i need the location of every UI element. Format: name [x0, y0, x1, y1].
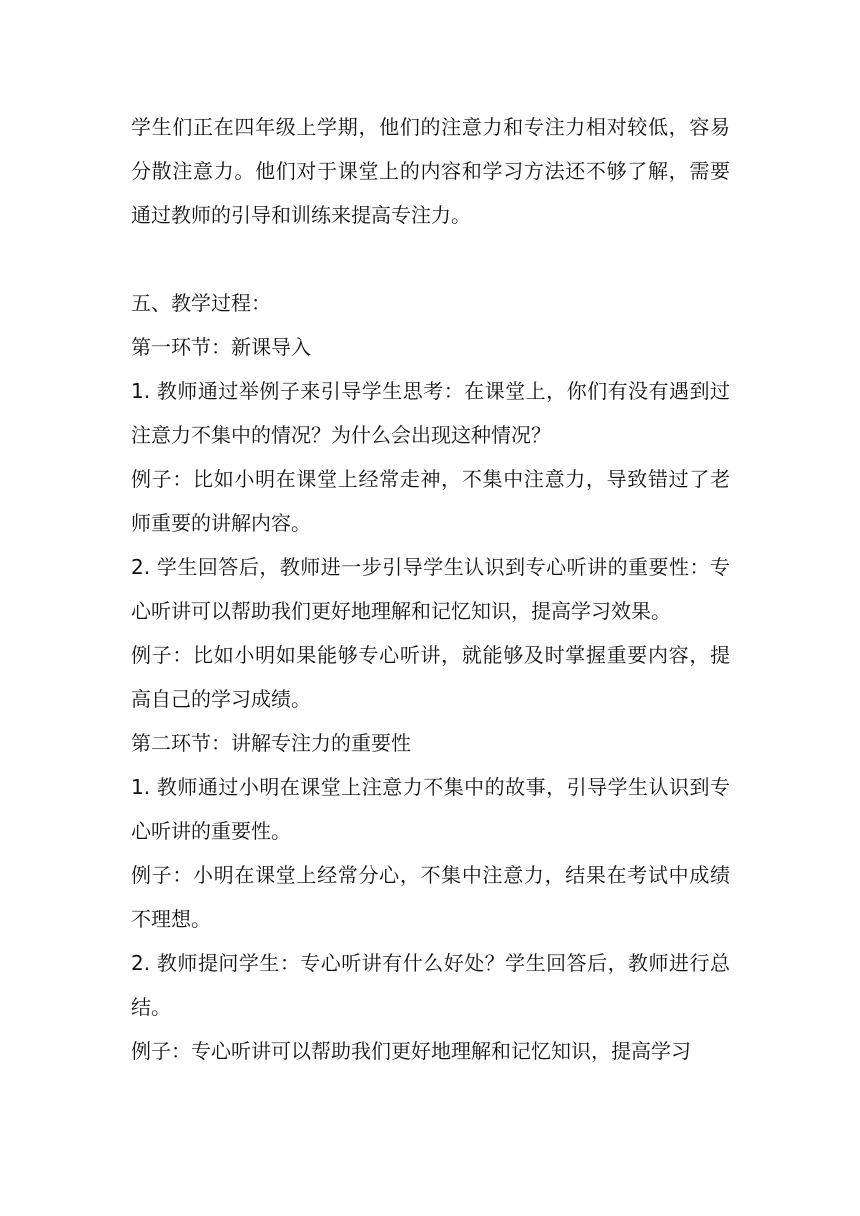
paragraph-item: 1. 教师通过小明在课堂上注意力不集中的故事，引导学生认识到专心听讲的重要性。	[131, 775, 730, 843]
document-body	[131, 105, 730, 1073]
paragraph-item: 2. 学生回答后，教师进一步引导学生认识到专心听讲的重要性：专心听讲可以帮助我们更好地理解和记忆知识，提高学习效果。	[131, 555, 730, 623]
paragraph-example: 例子：比如小明如果能够专心听讲，就能够及时掌握重要内容，提高自己的学习成绩。	[131, 643, 730, 711]
paragraph-item: 2. 教师提问学生：专心听讲有什么好处？学生回答后，教师进行总结。	[131, 951, 730, 1019]
section-heading-teaching-process: 五、教学过程：	[131, 291, 271, 315]
paragraph-example: 例子：比如小明在课堂上经常走神，不集中注意力，导致错过了老师重要的讲解内容。	[131, 467, 730, 535]
paragraph-example: 例子：小明在课堂上经常分心，不集中注意力，结果在考试中成绩不理想。	[131, 863, 730, 931]
paragraph-example: 例子：专心听讲可以帮助我们更好地理解和记忆知识，提高学习	[131, 1039, 691, 1063]
subheading-stage-two: 第二环节：讲解专注力的重要性	[131, 731, 411, 755]
paragraph-student-situation: 学生们正在四年级上学期，他们的注意力和专注力相对较低，容易分散注意力。他们对于课堂上的内容和学习方法还不够了解，需要通过教师的引导和训练来提高专注力。	[131, 115, 730, 227]
subheading-stage-one: 第一环节：新课导入	[131, 335, 311, 359]
paragraph-item: 1. 教师通过举例子来引导学生思考：在课堂上，你们有没有遇到过注意力不集中的情况？为什么会出现这种情况？	[131, 379, 730, 447]
